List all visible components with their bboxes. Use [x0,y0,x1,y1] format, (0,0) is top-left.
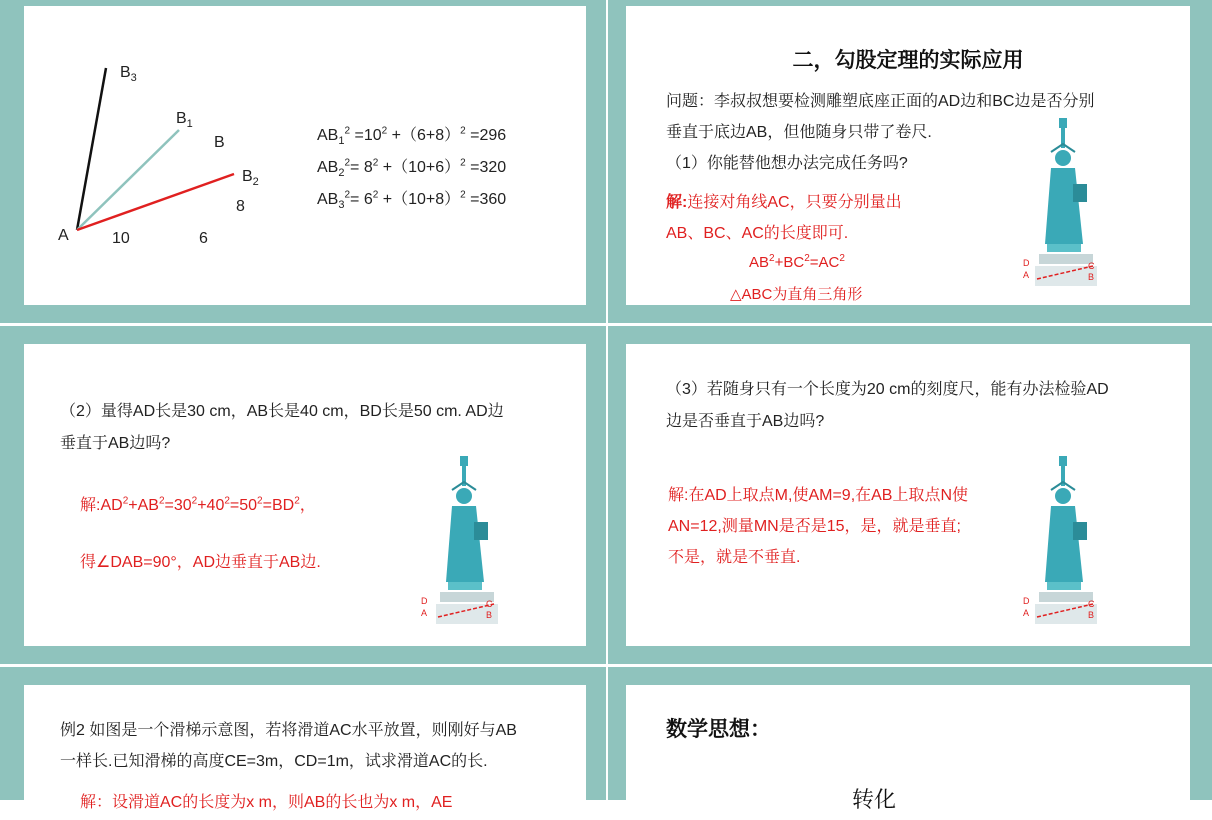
label-b2: $B_2$ [242,168,259,189]
slide-thumbnail-3[interactable] [0,326,606,664]
slide-thumbnail-1[interactable] [0,0,606,323]
question-line-2: 垂直于AB边吗? [60,435,171,452]
question-line-1: （3）若随身只有一个长度为20 cm的刻度尺，能有办法检验AD [666,381,1109,398]
solution-line-2: AB、BC、AC的长度即可. [666,225,849,242]
question-line-2: 边是否垂直于AB边吗? [666,413,825,430]
conclusion-line: △ABC为直角三角形 [730,286,863,303]
slide-content [24,344,586,646]
label-6: 6 [199,230,208,247]
statue-label-b: B [486,610,493,620]
statue-label-a: A [1023,270,1030,280]
question-line-1: （2）量得AD长是30 cm，AB长是40 cm，BD长是50 cm. AD边 [60,403,504,420]
statue-of-liberty-image [1021,452,1111,632]
question-line-2: 垂直于底边AB，但他随身只带了卷尺. [666,124,932,141]
equation-1: $AB_1^2 =10^2 +(6+8)^2 =296$ [317,125,507,148]
label-8: 8 [236,198,245,215]
statue-label-a: A [421,608,428,618]
line-ab2 [77,174,234,230]
statue-label-c: C [486,599,493,609]
label-a: A [58,227,69,244]
question-line-1: 问题：李叔叔想要检测雕塑底座正面的AD边和BC边是否分别 [666,93,1095,110]
statue-label-d: D [421,596,428,606]
question-line-1: 例2 如图是一个滑梯示意图，若将滑道AC水平放置，则刚好与AB [60,722,517,739]
statue-label-d: D [1023,596,1030,606]
statue-label-d: D [1023,258,1030,268]
label-10: 10 [112,230,130,247]
solution-line-1: 解:连接对角线AC，只要分别量出 [666,194,902,211]
label-b: B [214,134,225,151]
slide-content [626,6,1190,305]
slide-content [626,344,1190,646]
equation-3: $AB_3^2= 6^2 +(10+8)^2 =360$ [317,189,507,212]
statue-label-c: C [1088,599,1095,609]
slide-thumbnail-4[interactable] [608,326,1212,664]
label-b1: $B_1$ [176,110,193,131]
pythagoras-diagram [24,6,324,266]
statue-of-liberty-image [1021,114,1111,294]
equation-line: $AB^2+BC^2=AC^2$ [749,253,845,271]
question-line-3: （1）你能替他想办法完成任务吗? [666,155,908,172]
slide-thumbnail-5[interactable] [0,667,606,811]
solution-line-3: 不是，就是不垂直. [668,549,801,566]
slide-thumbnail-2[interactable] [608,0,1212,323]
label-b3: $B_3$ [120,64,137,85]
statue-label-c: C [1088,261,1095,271]
slide-content [24,6,586,305]
solution-line-1: 解$:AD^2+AB^2=30^2+40^2=50^2=BD^2$， [80,495,316,514]
solution-line-2: AN=12,测量MN是否是15，是，就是垂直; [668,518,961,535]
solution-line-1: 解:在AD上取点M,使AM=9,在AB上取点N使 [668,487,969,504]
statue-label-b: B [1088,272,1095,282]
solution-line-1: 解：设滑道AC的长度为x m，则AB的长也为x m，AE [80,794,453,811]
solution-line-2: 得∠DAB=90°，AD边垂直于AB边. [80,554,321,571]
slide-thumbnail-6[interactable] [608,667,1212,812]
equation-2: $AB_2^2= 8^2 +(10+6)^2 =320$ [317,157,507,180]
slide-title: 数学思想： [666,718,771,741]
slide-content [24,685,586,820]
keyword-text: 转化 [852,787,897,812]
statue-label-b: B [1088,610,1095,620]
statue-of-liberty-image [422,452,512,632]
slide-content [626,685,1190,820]
slide-title: 二，勾股定理的实际应用 [792,49,1024,72]
question-line-2: 一样长.已知滑梯的高度CE=3m，CD=1m，试求滑道AC的长. [60,753,488,770]
statue-label-a: A [1023,608,1030,618]
